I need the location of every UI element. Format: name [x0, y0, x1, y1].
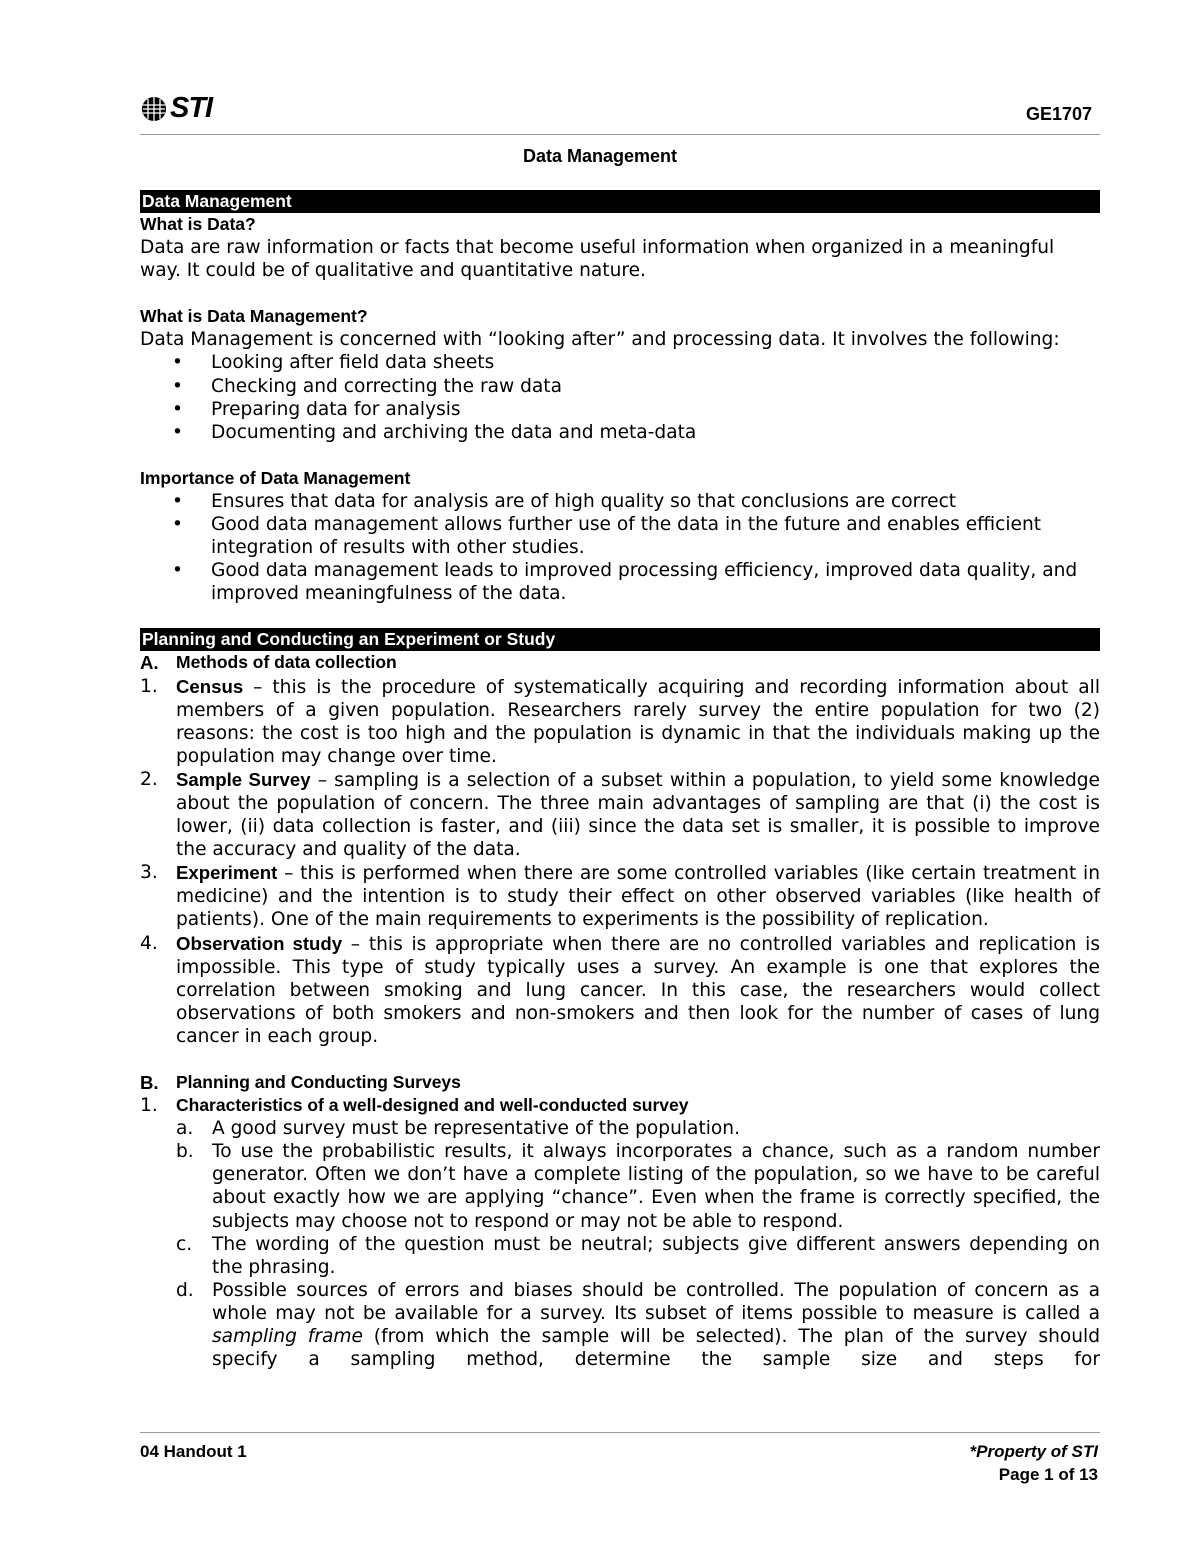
subsection-label: A.: [140, 652, 159, 674]
subsection-methods: [140, 651, 1100, 674]
list-item: [140, 768, 1100, 861]
italic-term: sampling frame: [212, 1326, 363, 1348]
item-text: To use the probabilistic results, it always incorporates a chance, such as a random number generator. Often we don’t have a complete listing of the population, so we have to be careful about exactly how we are applying “chance”. Even when the frame is correctly specified, the subjects may choose not to respond or may not be able to respond.: [212, 1141, 1100, 1232]
list-item: [140, 1140, 1100, 1232]
list-item: • Good data management allows further use of the data in the future and enables efficient integration of results with other studies.: [140, 513, 1100, 559]
list-item: • Looking after field data sheets: [140, 351, 1100, 374]
subsection-heading: Methods of data collection: [176, 652, 397, 673]
definition: – this is appropriate when there are no controlled variables and replication is impossible. This type of study typically uses a survey. An example is one that explores the correlation between smoking and lung cancer. In this case, the researchers would collect observations of both smokers and non-smokers and then look for the number of cases of lung cancer in each group.: [176, 933, 1101, 1047]
subheading-characteristics: [140, 1094, 1100, 1117]
header-divider: [140, 134, 1100, 135]
paragraph-what-is-data: Data are raw information or facts that become useful information when organized in a meaningful way. It could be of qualitative and quantitative nature.: [140, 237, 1055, 282]
bullet-list-data-management: [140, 351, 1100, 443]
definition: – sampling is a selection of a subset within a population, to yield some knowledge about the population of concern. The three main advantages of sampling are that (i) the cost is lower, (ii) data collection is faster, and (iii) since the data set is smaller, it is possible to improve the accuracy and quality of the data.: [176, 769, 1100, 861]
page-number: Page 1 of 13: [998, 1465, 1098, 1484]
list-item: [140, 1233, 1100, 1279]
item-number: 3.: [140, 862, 158, 884]
list-item: • Documenting and archiving the data and meta-data: [140, 421, 1100, 444]
property-notice: *Property of STI: [969, 1442, 1098, 1461]
term: Experiment: [176, 862, 278, 884]
paragraph-data-management: Data Management is concerned with “looking after” and processing data. It involves the following:: [140, 329, 1060, 351]
subheading-text: Characteristics of a well-designed and well-conducted survey: [176, 1095, 689, 1116]
logo-text: STI: [170, 92, 213, 124]
section-bar-planning: Planning and Conducting an Experiment or Study: [140, 628, 1100, 651]
course-code: GE1707: [1025, 104, 1092, 124]
list-item: • Checking and correcting the raw data: [140, 375, 1100, 398]
section-bar-data-management: Data Management: [140, 190, 1100, 213]
definition: – this is the procedure of systematically acquiring and recording information about all members of a given population. Researchers rarely survey the entire population for two (2) reasons: the cost is too high and the population is dynamic in that the individuals making up the population may change over time.: [176, 676, 1100, 767]
list-item: [140, 1279, 1100, 1371]
list-item: [140, 861, 1100, 931]
list-item: • Ensures that data for analysis are of high quality so that conclusions are correct: [140, 490, 1100, 513]
term: Sample Survey: [176, 768, 311, 790]
item-letter: d.: [176, 1279, 194, 1301]
sti-logo: [140, 92, 212, 125]
heading-what-is-data-management: What is Data Management?: [140, 306, 368, 327]
item-letter: a.: [176, 1118, 194, 1140]
globe-icon: [140, 95, 168, 123]
term: Census: [176, 675, 244, 697]
subsection-heading: Planning and Conducting Surveys: [176, 1072, 461, 1092]
heading-importance: Importance of Data Management: [140, 467, 411, 488]
item-text: The wording of the question must be neutral; subjects give different answers depending on the phrasing.: [212, 1233, 1100, 1278]
footer-right: [970, 1440, 1098, 1486]
item-number: 1.: [140, 1095, 158, 1117]
item-letter: c.: [176, 1233, 193, 1255]
item-number: 4.: [140, 932, 158, 954]
item-letter: b.: [176, 1141, 194, 1163]
handout-label: 04 Handout 1: [140, 1442, 247, 1461]
bullet-list-importance: [140, 490, 1100, 605]
item-number: 1.: [140, 675, 158, 697]
item-text: A good survey must be representative of the population.: [212, 1118, 740, 1140]
item-text: (from which the sample will be selected). The plan of the survey should specify a sampling method, determine the sample size and steps for: [212, 1326, 1101, 1371]
list-item: [140, 932, 1100, 1048]
heading-what-is-data: What is Data?: [140, 214, 256, 234]
item-number: 2.: [140, 768, 158, 790]
subsection-label: B.: [140, 1072, 159, 1093]
list-item: [140, 1117, 1100, 1140]
subsection-surveys: [140, 1071, 1100, 1094]
document-body: [140, 190, 1100, 1371]
footer-divider: [140, 1432, 1100, 1433]
item-text: Possible sources of errors and biases should be controlled. The population of concern as a whole may not be available for a survey. Its subset of items possible to measure is called a: [212, 1279, 1100, 1324]
document-title: Data Management: [522, 146, 678, 166]
definition: – this is performed when there are some controlled variables (like certain treatment in medicine) and the intention is to study their effect on other observed variables (like health of patients). One of the main requirements to experiments is the possibility of replication.: [176, 863, 1100, 931]
term: Observation study: [176, 932, 343, 954]
list-item: • Preparing data for analysis: [140, 398, 1100, 421]
list-item: • Good data management leads to improved processing efficiency, improved data quality, and improved meaningfulness of the data.: [140, 559, 1100, 605]
list-item: [140, 675, 1100, 768]
